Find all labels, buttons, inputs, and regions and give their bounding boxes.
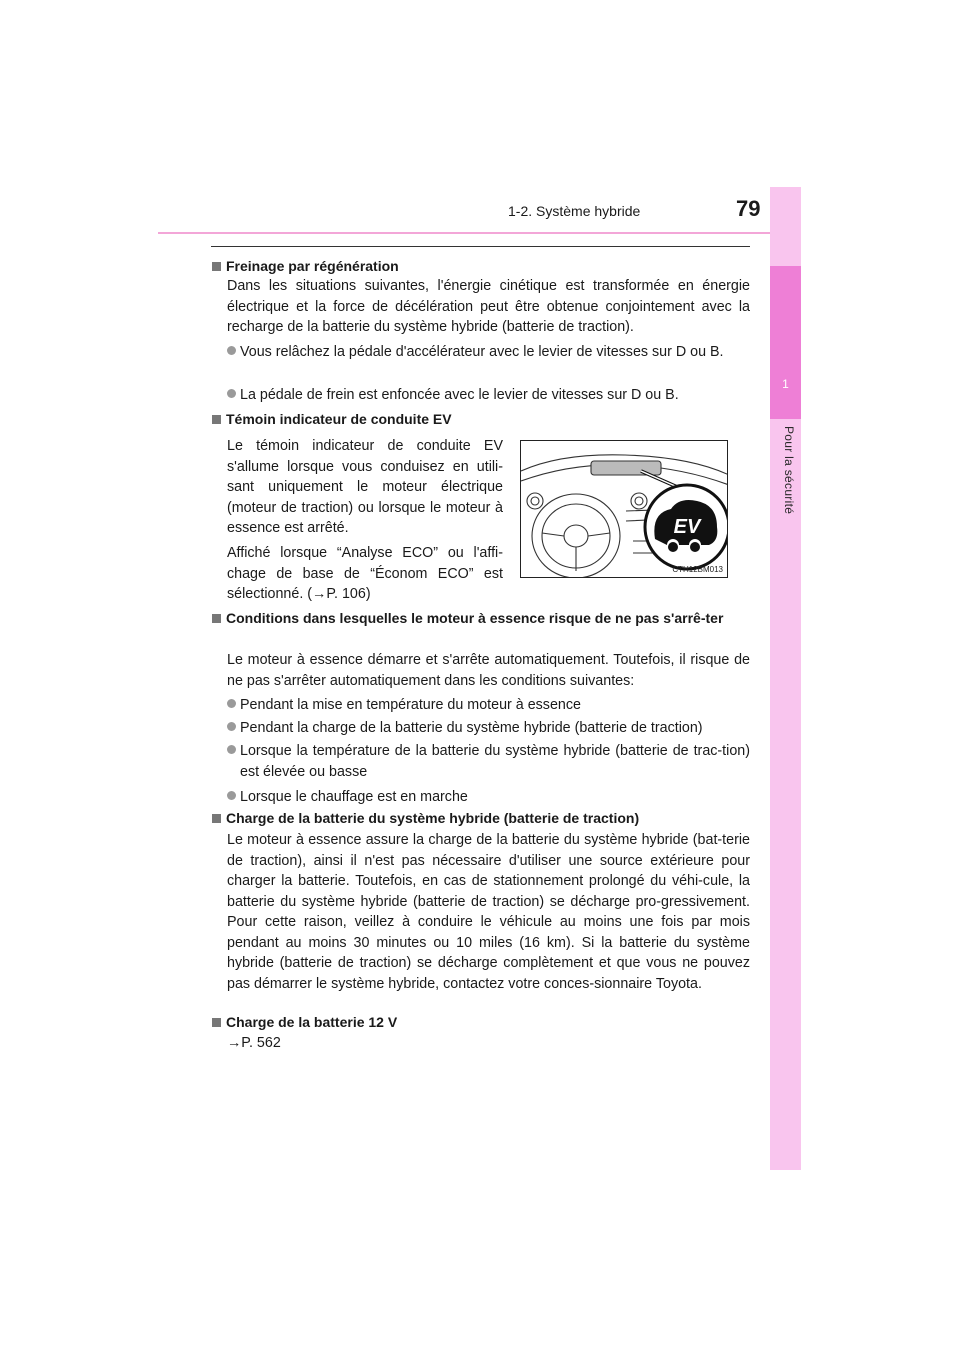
ev-indicator-figure [520,440,728,578]
section-header: 1-2. Système hybride [508,203,641,219]
heading-square-icon [212,415,221,424]
paragraph: Dans les situations suivantes, l'énergie cinétique est transformée en énergie électrique et la force de décélération peut être obtenue conjointement avec la recharge de la batterie du système hybride (batterie de traction). [227,278,750,335]
ev-badge-text: EV [673,516,701,538]
paragraph: Le moteur à essence assure la charge de la batterie du système hybride (bat-terie de traction), ainsi il n'est pas nécessaire d'utiliser une source extérieure pour charger la batterie. Toutefois, en cas de stationnement prolongé du véhi-cule, la batterie du système hybride (batterie de traction) se décharge pro-gressivement. Pour cette raison, veillez à conduire le véhicule au moins une fois par mois pendant au moins 30 minutes ou 10 miles (16 km). Si la batterie du système hybride (batterie de traction) se décharge complètement et que vous ne pouvez pas démarrer le système hybride, contactez votre conces-sionnaire Toyota. [227,832,750,992]
page-reference: →P. 562 [227,1035,281,1051]
bullet-item: Lorsque le chauffage est en marche [227,787,750,808]
heading-square-icon [212,814,221,823]
heading-square-icon [212,614,221,623]
bullet-dot-icon [227,389,236,398]
section-heading: Conditions dans lesquelles le moteur à essence risque de ne pas s'arrê-ter [212,608,750,628]
bullet-dot-icon [227,791,236,800]
heading-square-icon [212,1018,221,1027]
section-heading: Charge de la batterie 12 V [212,1014,397,1030]
paragraph: Le moteur à essence démarre et s'arrête automatiquement. Toutefois, il risque de ne pas s'arrêter automatiquement dans les conditions suivantes: [227,652,750,689]
section-heading: Charge de la batterie du système hybride (batterie de traction) [212,810,639,826]
bullet-dot-icon [227,346,236,355]
bullet-item: Pendant la mise en température du moteur à essence [227,695,750,716]
section-heading: Freinage par régénération [212,258,399,274]
page-number: 79 [736,196,761,221]
dashboard-illustration [521,441,728,578]
bullet-dot-icon [227,745,236,754]
bullet-dot-icon [227,699,236,708]
content-rule [211,246,750,247]
paragraph: Affiché lorsque “Analyse ECO” ou l'affi-chage de base de “Économ ECO” est sélectionné. (→P. 106) [227,545,503,602]
bullet-item: Vous relâchez la pédale d'accélérateur avec le levier de vitesses sur D ou B. [227,342,750,363]
chapter-number: 1 [782,377,789,391]
paragraph: Le témoin indicateur de conduite EV s'allume lorsque vous conduisez en utili-sant uniquement le moteur électrique (moteur de traction) ou lorsque le moteur à essence est arrêté. [227,438,503,536]
header-rule [158,232,800,234]
bullet-item: Pendant la charge de la batterie du système hybride (batterie de traction) [227,718,750,739]
bullet-item: La pédale de frein est enfoncée avec le levier de vitesses sur D ou B. [227,385,750,406]
figure-code: CTH12BM013 [672,565,723,574]
heading-square-icon [212,262,221,271]
chapter-title: Pour la sécurité [782,426,796,515]
bullet-item: Lorsque la température de la batterie du système hybride (batterie de trac-tion) est élevée ou basse [227,741,750,782]
section-heading: Témoin indicateur de conduite EV [212,411,452,427]
bullet-dot-icon [227,722,236,731]
chapter-tab-highlight [770,266,801,419]
